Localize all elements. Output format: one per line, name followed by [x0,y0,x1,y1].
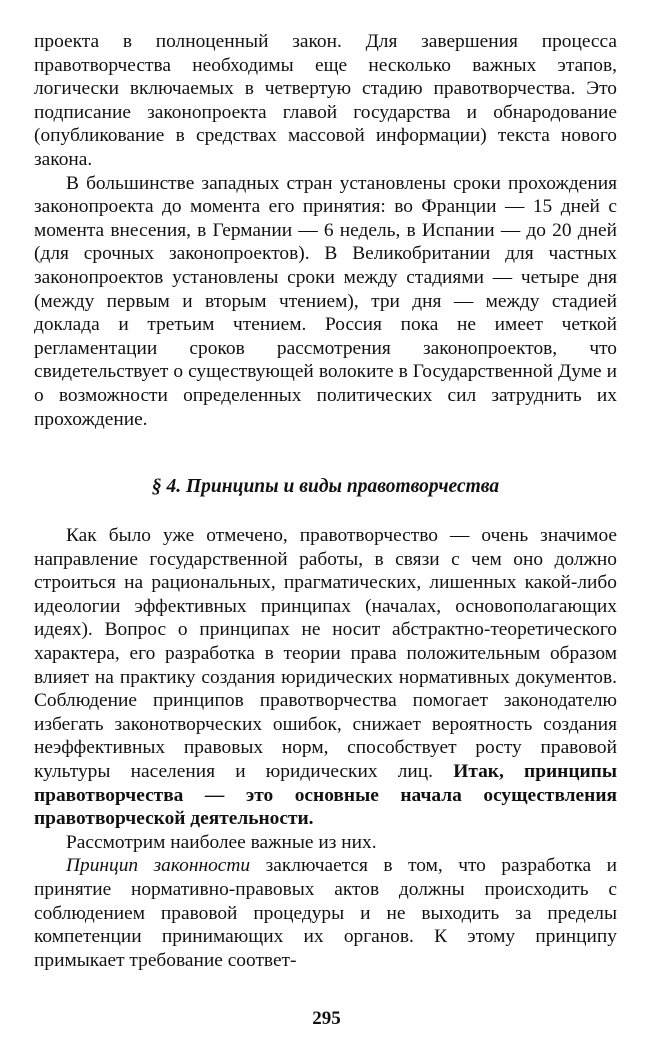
paragraph-principles-text: Как было уже отмечено, правотворчество — очень значимое направление государственной работы, в связи с чем оно должно строиться на рациональных, прагматических, лишенных какой-либо идеологии эффективных принципах (началах, основополагающих идеях). Вопрос о принципах не носит абстрактно-теоретического характера, его разработка в теории права положительным образом влияет на практику создания юридических нормативных документов. Соблюдение принципов правотворчества помогает законодателю избегать законотворческих ошибок, снижает вероятность создания неэффективных правовых норм, способствует росту правовой культуры населения и юридических лиц. [34,525,617,783]
paragraph-continuation: проекта в полноценный закон. Для завершения процесса правотворчества необходимы еще несколько важных этапов, логически включаемых в четвертую стадию правотворчества. Это подписание законопроекта главой государства и обнародование (опубликование в средствах массовой информации) текста нового закона. [34,31,617,170]
page-body [34,30,617,972]
principles-definition: Итак, принципы правотворчества — это основные начала осуществления правотворческой деятельности. [34,761,617,830]
paragraph-principles [34,524,617,831]
legality-term: Принцип законности [66,855,251,877]
legality-text: заключается в том, что разработка и принятие нормативно-правовых актов должны происходить с соблюдением правовой процедуры и не выходить за пределы компетенции принимающих их органов. К этому принципу примыкает требование соответ- [34,855,618,971]
paragraph-legality [34,854,617,972]
page-number: 295 [312,1008,341,1029]
paragraph-deadlines: В большинстве западных стран установлены сроки прохождения законопроекта до момента его принятия: во Франции — 15 дней с момента внесения, в Германии — 6 недель, в Испании — до 20 дней (для срочных законопроектов). В Великобритании для частных законопроектов установлены сроки между стадиями — четыре дня (между первым и вторым чтением), три дня — между стадией доклада и третьим чтением. Россия пока не имеет четкой регламентации сроков рассмотрения законопроектов, что свидетельствует о существующей волоките в Государственной Думе и о возможности определенных политических сил затруднить их прохождение. [34,172,617,430]
section-heading: § 4. Принципы и виды правотворчества [151,476,500,498]
paragraph-consider: Рассмотрим наиболее важные из них. [66,831,377,853]
